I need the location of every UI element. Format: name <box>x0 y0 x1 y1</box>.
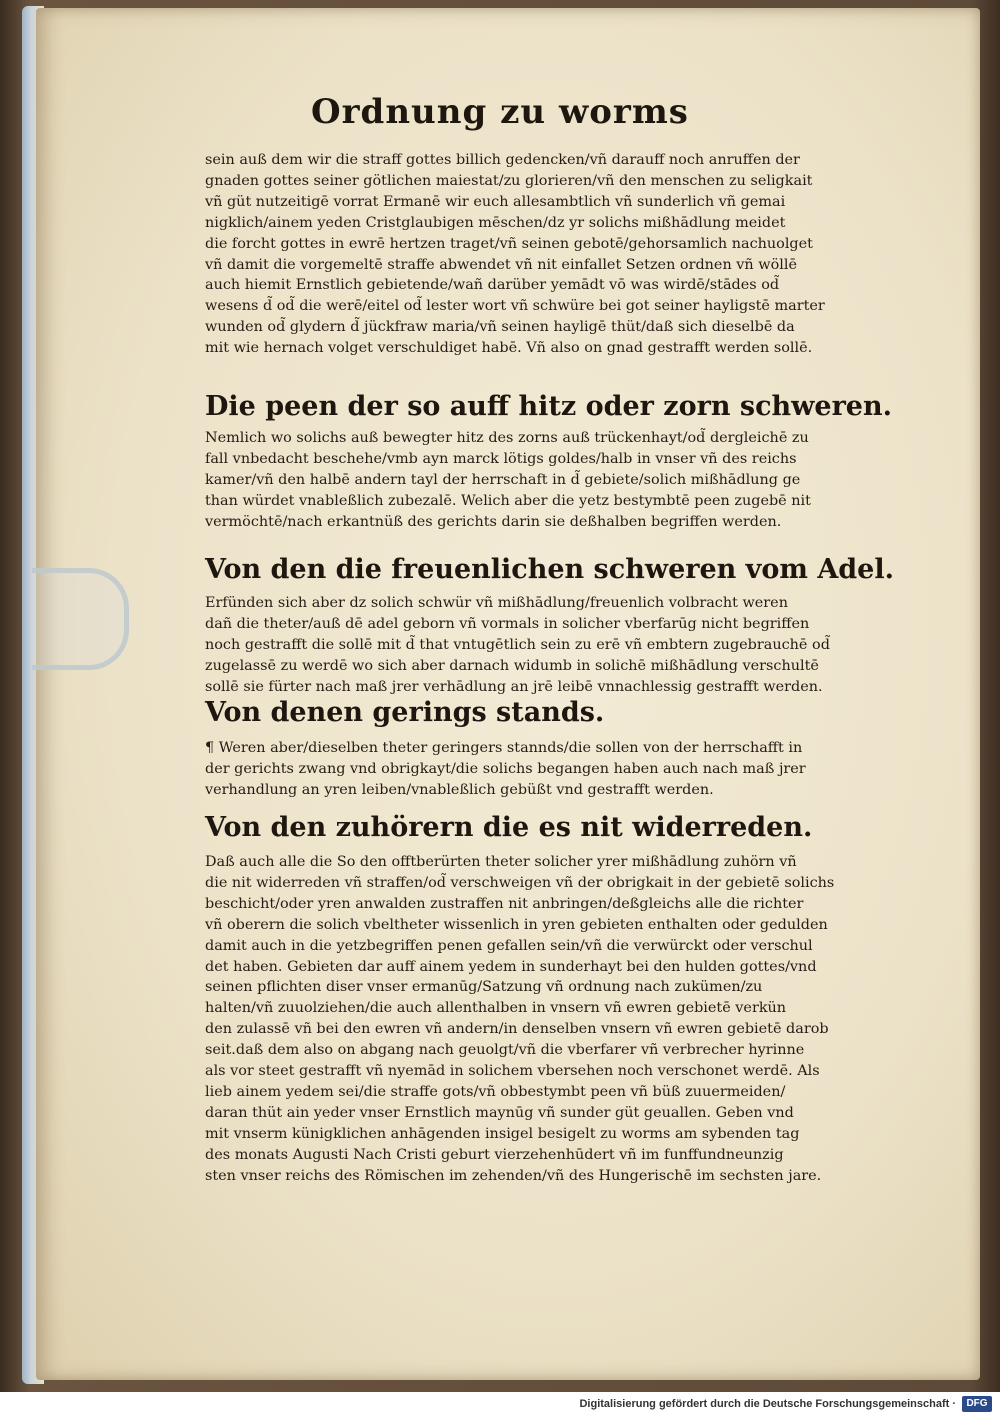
text-line: daran thüt ain yeder vnser Ernstlich maynūg vñ sunder güt geuallen. Geben vnd <box>205 1104 794 1121</box>
text-line: det haben. Gebieten dar auff ainem yedem in sunderhayt bei den hulden gottes/vnd <box>205 958 817 975</box>
text-line: wunden od̃ glydern d̃ jückfraw maria/vñ seinen hayligē thüt/daß sich dieselbē da <box>205 319 795 336</box>
page-heading: Ordnung zu worms <box>311 92 689 132</box>
footer-bar <box>0 1392 1000 1418</box>
text-line: vñ oberern die solich vbeltheter wissenlich in yren gebieten enthalten oder gedulden <box>205 916 828 933</box>
text-line: als vor steet gestrafft vñ nyemād in solichem vbersehen noch verschonet werdē. Als <box>205 1063 820 1080</box>
text-line: mit wie hernach volget verschuldiget habē. Vñ also on gnad gestrafft werden sollē. <box>205 340 813 357</box>
page-clip <box>32 568 129 670</box>
text-line: auch hiemit Ernstlich gebietende/wañ darüber yemādt vō was wirdē/stādes od̃ <box>205 277 780 294</box>
text-line: Erfünden sich aber dz solich schwür vñ mißhādlung/freuenlich volbracht weren <box>205 595 788 611</box>
text-line: zugelassē zu werdē wo sich aber darnach widumb in solichē mißhādlung verschultē <box>205 657 819 674</box>
paragraph-peen <box>205 428 905 533</box>
text-line: vñ güt nutzeitigē vorrat Ermanē wir euch allesambtlich vñ sunderlich vñ gemai <box>205 193 786 210</box>
text-line: seinen pflichten diser vnser ermanūg/Satzung vñ ordnung nach zukümen/zu <box>205 979 763 996</box>
text-line: die forcht gottes in ewrē hertzen traget/vñ seinen gebotē/gehorsamlich nachuolget <box>205 235 813 252</box>
text-line: seit.daß dem also on abgang nach geuolgt/vñ die vberfarer vñ verbrecher hyrinne <box>205 1042 805 1059</box>
paragraph-adel <box>205 593 905 698</box>
text-line: vermöchtē/nach erkantnüß des gerichts darin sie deßhalben begriffen werden. <box>205 513 782 530</box>
text-line: than würdet vnableßlich zubezalē. Welich aber die yetz bestymbtē peen zugebē nit <box>205 492 811 509</box>
text-line: sten vnser reichs des Römischen im zehenden/vñ des Hungerischē im sechsten jare. <box>205 1167 822 1184</box>
section-heading-zuhoerer: Von den zuhörern die es nit widerreden. <box>205 812 813 843</box>
dfg-logo: DFG <box>962 1396 992 1412</box>
text-line: die nit widerreden vñ straffen/od̃ verschweigen vñ der obrigkait in der gebietē solichs <box>205 874 835 891</box>
text-line: wesens d̃ od̃ die werē/eitel od̃ lester wort vñ schwüre bei got seiner hayligstē marter <box>205 298 825 315</box>
text-line: des monats Augusti Nach Cristi geburt vierzehenhūdert vñ im funffundneunzig <box>205 1146 784 1163</box>
text-line: dañ die theter/auß dē adel geborn vñ vormals in solicher vberfarūg nicht begriffen <box>205 615 810 632</box>
section-heading-adel: Von den die freuenlichen schweren vom Adel. <box>205 554 895 585</box>
text-line: damit auch in die yetzbegriffen penen gefallen sein/vñ die verwürckt oder verschul <box>205 937 813 954</box>
text-line: halten/vñ zuuolziehen/die auch allenthalben in vnsern vñ ewren gebietē verkün <box>205 1000 787 1017</box>
text-line: Daß auch alle die So den offtberürten theter solicher yrer mißhādlung zuhörn vñ <box>205 854 797 870</box>
text-line: mit vnserm künigklichen anhāgenden insigel besigelt zu worms am sybenden tag <box>205 1125 800 1142</box>
text-line: ¶ Weren aber/dieselben theter geringers stannds/die sollen von der herrschafft in <box>205 740 803 756</box>
text-line: Nemlich wo solichs auß bewegter hitz des zorns auß trückenhayt/od̃ dergleichē zu <box>205 430 809 446</box>
text-line: fall vnbedacht beschehe/vmb ayn marck lötigs goldes/halb in vnser vñ des reichs <box>205 450 797 467</box>
text-line: der gerichts zwang vnd obrigkayt/die solichs begangen haben auch nach maß jrer <box>205 760 806 777</box>
text-line: beschicht/oder yren anwalden zustraffen nit anbringen/deßgleichs alle die richter <box>205 895 804 912</box>
section-heading-stands: Von denen gerings stands. <box>205 697 605 728</box>
text-line: kamer/vñ den halbē andern tayl der herrschaft in d̃ gebiete/solich mißhādlung ge <box>205 471 801 488</box>
paragraph-zuhoerer <box>205 852 905 1187</box>
section-heading-peen: Die peen der so auff hitz oder zorn schweren. <box>205 391 892 422</box>
text-line: vñ damit die vorgemeltē straffe abwendet vñ nit einfallet Setzen ordnen vñ wöllē <box>205 256 797 273</box>
text-line: lieb ainem yedem sei/die straffe gots/vñ obbestymbt peen vñ büß zuuermeiden/ <box>205 1083 786 1100</box>
text-line: nigklich/ainem yeden Cristglaubigen mēschen/dz yr solichs mißhādlung meidet <box>205 214 786 231</box>
text-line: gnaden gottes seiner götlichen maiestat/zu glorieren/vñ den menschen zu seligkait <box>205 172 813 189</box>
funding-credit: Digitalisierung gefördert durch die Deutsche Forschungsgemeinschaft · <box>579 1398 956 1410</box>
text-line: verhandlung an yren leiben/vnableßlich gebüßt vnd gestrafft werden. <box>205 781 714 798</box>
text-line: noch gestrafft die sollē mit d̃ that vntugētlich sein zu erē vñ embtern zugebrauchē od̃ <box>205 636 830 653</box>
text-line: sollē sie fürter nach maß jrer verhādlung an jrē leibē vnnachlessig gestrafft werden. <box>205 678 823 695</box>
paragraph-stands <box>205 738 905 801</box>
text-line: den zulassē vñ bei den ewren vñ andern/in denselben vnsern vñ ewren gebietē darob <box>205 1021 829 1038</box>
paragraph-intro <box>205 150 905 359</box>
text-line: sein auß dem wir die straff gottes billich gedencken/vñ darauff noch anruffen der <box>205 152 800 168</box>
